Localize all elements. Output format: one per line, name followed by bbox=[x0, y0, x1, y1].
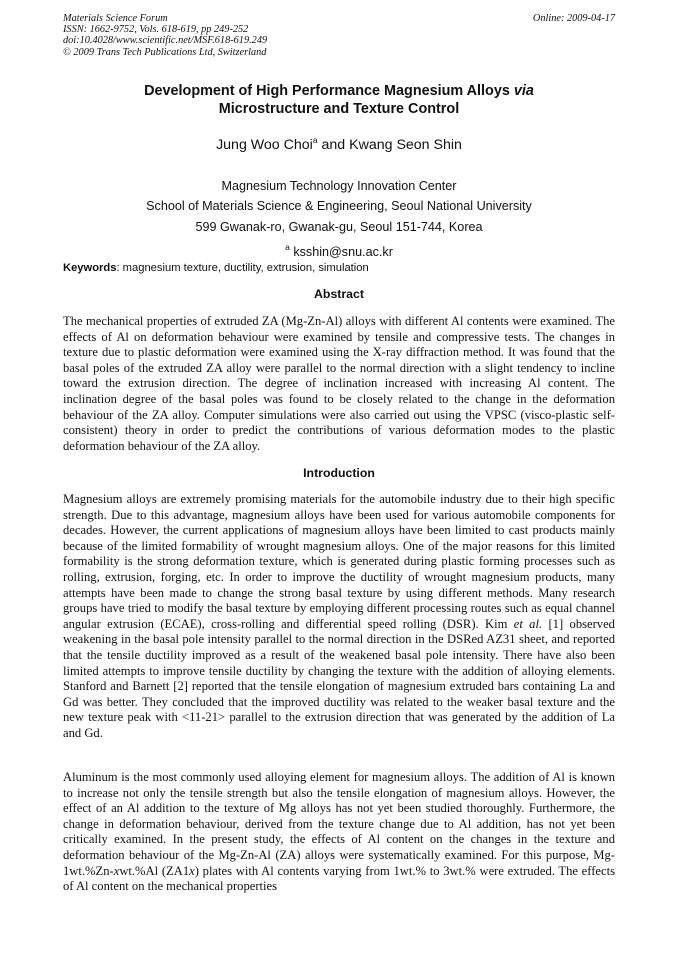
intro-p2-var-x1: x bbox=[113, 863, 120, 878]
online-date: Online: 2009-04-17 bbox=[532, 13, 615, 24]
title-line-1-text: Development of High Performance Magnesium Alloys bbox=[144, 83, 514, 99]
keywords-line bbox=[63, 262, 369, 274]
affiliation-line-2: School of Materials Science & Engineering, Seoul National University bbox=[146, 199, 532, 214]
email-line bbox=[63, 237, 615, 262]
intro-p1-etal: et al. bbox=[513, 616, 543, 631]
title-line-1 bbox=[63, 83, 615, 101]
affiliation bbox=[63, 176, 615, 262]
doi-line: doi:10.4028/www.scientific.net/MSF.618-619.249 bbox=[63, 35, 268, 47]
author-1: Jung Woo Choi bbox=[216, 137, 313, 153]
affiliation-line-1: Magnesium Technology Innovation Center bbox=[221, 179, 457, 193]
paper-title bbox=[63, 83, 615, 118]
abstract-paragraph: The mechanical properties of extruded ZA (Mg-Zn-Al) alloys with different Al contents were examined. The effects of Al on deformation behaviour were examined by tensile and compressive tests. The changes in texture due to plastic deformation were examined using the X-ray diffraction method. It was found that the basal poles of the extruded ZA alloy were parallel to the normal direction with a slight tendency to incline toward the extrusion direction. The degree of inclination increased with increasing Al content. The inclination degree of the basal poles was found to be closely related to the change in the deformation behaviour of the ZA alloy. Computer simulations were also carried out using the VPSC (visco-plastic self-consistent) theory in order to predict the contributions of various deformation modes to the plastic deformation behaviour of the ZA alloy. bbox=[63, 314, 615, 453]
title-line-2: Microstructure and Texture Control bbox=[218, 100, 460, 117]
journal-name: Materials Science Forum bbox=[63, 13, 168, 24]
author-1-superscript: a bbox=[312, 135, 318, 145]
keywords-text: : magnesium texture, ductility, extrusion, simulation bbox=[116, 262, 369, 274]
affiliation-line-3: 599 Gwanak-ro, Gwanak-gu, Seoul 151-744, Korea bbox=[195, 219, 483, 234]
copyright-line: © 2009 Trans Tech Publications Ltd, Switzerland bbox=[63, 46, 267, 58]
introduction-paragraph-2 bbox=[63, 770, 615, 895]
author-2: and Kwang Seon Shin bbox=[317, 137, 462, 153]
journal-header bbox=[63, 13, 615, 58]
abstract-heading: Abstract bbox=[314, 287, 364, 301]
intro-p2-text-b: wt.%Al (ZA1 bbox=[119, 863, 190, 878]
introduction-paragraph-1 bbox=[63, 492, 615, 742]
email-superscript: a bbox=[285, 241, 290, 252]
intro-p2-text-a: Aluminum is the most commonly used alloying element for magnesium alloys. The addition of Al is known to increase not only the tensile strength but also the tensile elongation of magnesium alloys. However, the effect of an Al addition to the texture of Mg alloys has not yet been studied thoroughly. Furthermore, the change in deformation behaviour, derived from the texture change due to Al addition, has not yet been critically examined. In the present study, the effects of Al content on the changes in the texture and deformation behaviour of the Mg-Zn-Al (ZA) alloys were systematically examined. For this purpose, Mg-1wt.%Zn- bbox=[63, 770, 615, 878]
intro-p1-text-a: Magnesium alloys are extremely promising materials for the automobile industry due to their high specific strength. Due to this advantage, magnesium alloys have been used for various automobile components for decades. However, the current applications of magnesium alloys have been limited to cast products mainly because of the limited formability of wrought magnesium alloys. One of the major reasons for this limited formability is the strong deformation texture, which is generated during plastic forming processes such as rolling, extrusion, forging, etc. In order to improve the ductility of wrought magnesium products, many attempts have been made to change the strong basal texture by using different methods. Many research groups have tried to modify the basal texture by employing different processing routes such as equal channel angular extrusion (ECAE), cross-rolling and differential speed rolling (DSR). Kim bbox=[63, 492, 615, 631]
keywords-label: Keywords bbox=[63, 262, 117, 274]
intro-p2-text-c: ) plates with Al contents varying from 1wt.% to 3wt.% were extruded. The effects of Al content on the mechanical properties bbox=[63, 863, 615, 894]
intro-p2-var-x2: x bbox=[189, 863, 195, 878]
email-address: ksshin@snu.ac.kr bbox=[289, 244, 393, 259]
author-list bbox=[63, 135, 615, 153]
title-italic-via: via bbox=[513, 83, 534, 99]
intro-p1-text-b: [1] observed weakening in the basal pole intensity parallel to the normal direction in the DSRed AZ31 sheet, and reported that the tensile ductility improved as a result of the weakened basal pole intensity. There have also been limited attempts to improve tensile ductility by changing the texture with the addition of alloying elements. Stanford and Barnett [2] reported that the tensile elongation of magnesium extruded bars containing La and Gd was better. They concluded that the improved ductility was related to the weaker basal texture and the new texture peak with <11-21> parallel to the extrusion direction that was generated by the addition of La and Gd. bbox=[63, 616, 615, 740]
introduction-heading: Introduction bbox=[303, 466, 375, 480]
issn-line: ISSN: 1662-9752, Vols. 618-619, pp 249-252 bbox=[63, 24, 249, 36]
